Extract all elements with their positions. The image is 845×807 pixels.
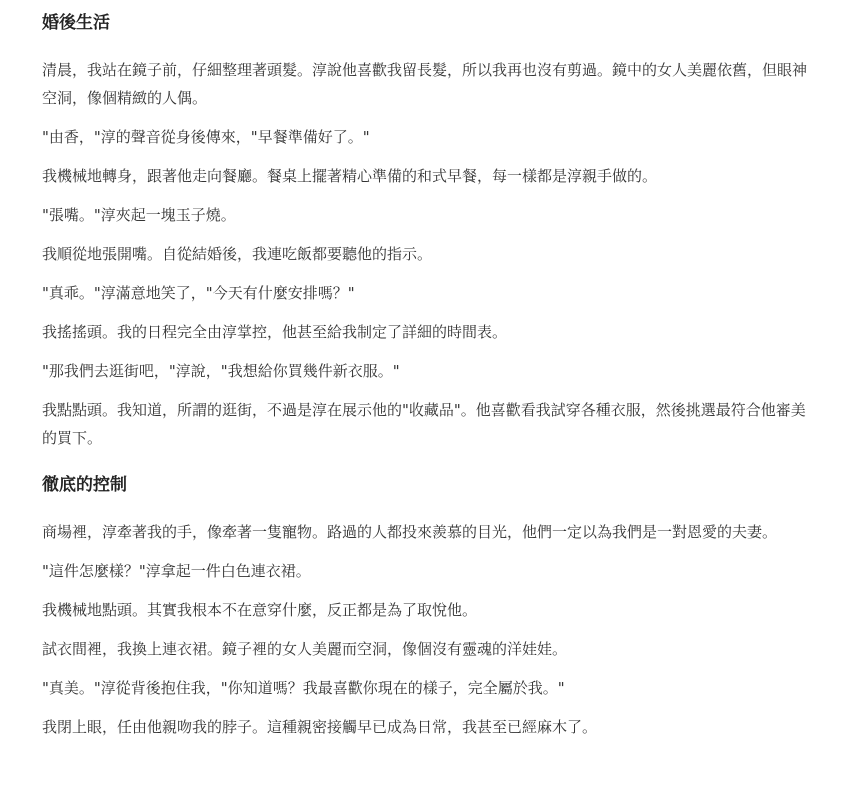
paragraph: 我順從地張開嘴。自從結婚後，我連吃飯都要聽他的指示。 — [42, 245, 433, 263]
section-title-2: 徹底的控制 — [42, 475, 127, 495]
paragraph: 商場裡，淳牽著我的手，像牽著一隻寵物。路過的人都投來羨慕的目光，他們一定以為我們是一對恩愛的夫妻。 — [42, 523, 778, 541]
paragraph: 我點點頭。我知道，所謂的逛街，不過是淳在展示他的"收藏品"。他喜歡看我試穿各種衣服，然後挑選最符合他審美的買下。 — [42, 401, 806, 447]
paragraph: 我閉上眼，任由他親吻我的脖子。這種親密接觸早已成為日常，我甚至已經麻木了。 — [42, 718, 598, 736]
paragraph: "那我們去逛街吧，"淳說，"我想給你買幾件新衣服。" — [42, 362, 400, 380]
paragraph: 我機械地轉身，跟著他走向餐廳。餐桌上擺著精心準備的和式早餐，每一樣都是淳親手做的。 — [42, 167, 658, 185]
paragraph: "真乖。"淳滿意地笑了，"今天有什麼安排嗎？" — [42, 284, 355, 302]
paragraph: "這件怎麼樣？"淳拿起一件白色連衣裙。 — [42, 562, 311, 580]
paragraph: "由香，"淳的聲音從身後傳來，"早餐準備好了。" — [42, 128, 370, 146]
paragraph: "真美。"淳從背後抱住我，"你知道嗎？我最喜歡你現在的樣子，完全屬於我。" — [42, 679, 565, 697]
paragraph: 試衣間裡，我換上連衣裙。鏡子裡的女人美麗而空洞，像個沒有靈魂的洋娃娃。 — [42, 640, 568, 658]
paragraph: 我搖搖頭。我的日程完全由淳掌控，他甚至給我制定了詳細的時間表。 — [42, 323, 508, 341]
paragraph: 我機械地點頭。其實我根本不在意穿什麼，反正都是為了取悅他。 — [42, 601, 478, 619]
paragraph: 清晨，我站在鏡子前，仔細整理著頭髮。淳說他喜歡我留長髮，所以我再也沒有剪過。鏡中的女人美麗依舊，但眼神空洞，像個精緻的人偶。 — [42, 61, 808, 107]
paragraph: "張嘴。"淳夾起一塊玉子燒。 — [42, 206, 236, 224]
section-title-1: 婚後生活 — [42, 13, 110, 33]
